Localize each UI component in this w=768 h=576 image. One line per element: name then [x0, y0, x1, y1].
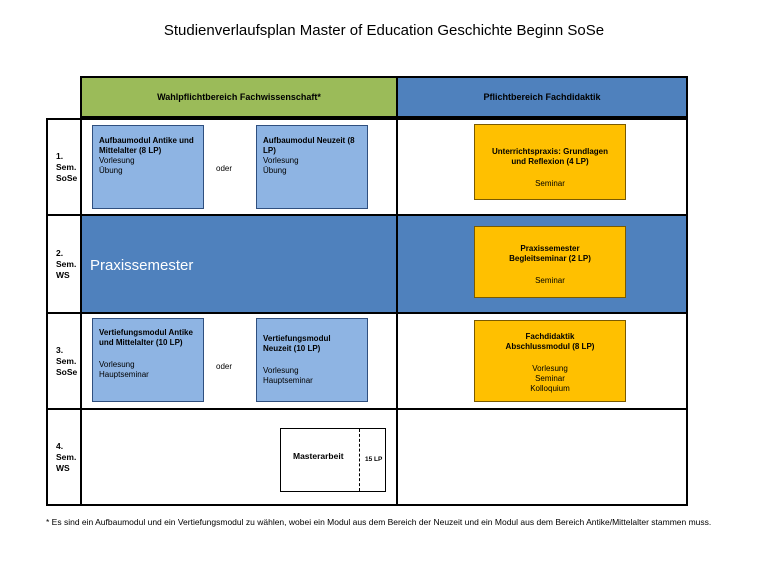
module-vertiefung-neuzeit — [256, 318, 368, 402]
page-title: Studienverlaufsplan Master of Education Geschichte Beginn SoSe — [163, 22, 605, 39]
semester-cell-3 — [46, 312, 82, 410]
module-line: Seminar — [535, 374, 565, 383]
module-fachdidaktik-abschluss — [474, 320, 626, 402]
header-wahlpflicht-label: Wahlpflichtbereich Fachwissenschaft* — [157, 92, 321, 102]
masterarbeit-label: Masterarbeit — [293, 451, 344, 461]
praxissemester-label: Praxissemester — [90, 257, 194, 274]
semester-num: 2. — [56, 247, 64, 258]
module-line: Kolloquium — [530, 384, 570, 393]
semester-sem: Sem. — [56, 451, 77, 462]
semester-term: SoSe — [56, 172, 78, 183]
oder-label: oder — [216, 362, 233, 371]
semester-sem: Sem. — [56, 355, 77, 366]
praxissemester-block — [80, 214, 398, 314]
semester-sem: Sem. — [56, 161, 77, 172]
module-line: Seminar — [535, 276, 565, 285]
masterarbeit-divider — [359, 429, 360, 491]
module-title: Aufbaumodul Neuzeit (8 LP) — [263, 136, 355, 155]
module-praxissemester-begleitseminar — [474, 226, 626, 298]
module-title: Fachdidaktik Abschlussmodul (8 LP) — [505, 332, 595, 351]
semester-num: 1. — [56, 150, 64, 161]
module-title: Unterrichtspraxis: Grundlagen und Reflexion (4 LP) — [491, 147, 609, 166]
semester-num: 4. — [56, 440, 64, 451]
module-line: Übung — [99, 166, 123, 175]
module-line: Vorlesung — [99, 156, 135, 165]
masterarbeit-box — [280, 428, 386, 492]
module-line: Vorlesung — [263, 156, 299, 165]
semester-term: WS — [56, 462, 70, 473]
module-line: Vorlesung — [99, 360, 135, 369]
module-title: Aufbaumodul Antike und Mittelalter (8 LP) — [99, 136, 194, 155]
module-line: Vorlesung — [263, 366, 299, 375]
header-pflicht-label: Pflichtbereich Fachdidaktik — [483, 92, 601, 102]
semester-num: 3. — [56, 344, 64, 355]
module-title: Praxissemester Begleitseminar (2 LP) — [509, 244, 591, 263]
semester-sem: Sem. — [56, 258, 77, 269]
module-title: Vertiefungsmodul Antike und Mittelalter (10 LP) — [99, 328, 193, 347]
semester-term: WS — [56, 269, 70, 280]
module-unterrichtspraxis — [474, 124, 626, 200]
semester-cell-1 — [46, 118, 82, 216]
module-line: Seminar — [535, 179, 565, 188]
module-line: Vorlesung — [532, 364, 568, 373]
semester-cell-2 — [46, 214, 82, 314]
row-right-sem4 — [396, 408, 688, 506]
oder-label: oder — [216, 164, 233, 173]
module-title: Vertiefungsmodul Neuzeit (10 LP) — [263, 334, 331, 353]
module-line: Übung — [263, 166, 287, 175]
module-line: Hauptseminar — [263, 376, 313, 385]
semester-cell-4 — [46, 408, 82, 506]
semester-term: SoSe — [56, 366, 78, 377]
module-aufbau-neuzeit — [256, 125, 368, 209]
module-vertiefung-antike — [92, 318, 204, 402]
module-aufbau-antike — [92, 125, 204, 209]
module-line: Hauptseminar — [99, 370, 149, 379]
header-wahlpflicht — [80, 76, 398, 118]
footnote: * Es sind ein Aufbaumodul und ein Vertiefungsmodul zu wählen, wobei ein Modul aus dem Bereich der Neuzeit und ein Modul aus dem Bereich Antike/Mittelalter stammen muss. — [46, 517, 712, 527]
header-pflicht — [396, 76, 688, 118]
masterarbeit-lp: 15 LP — [365, 456, 383, 463]
